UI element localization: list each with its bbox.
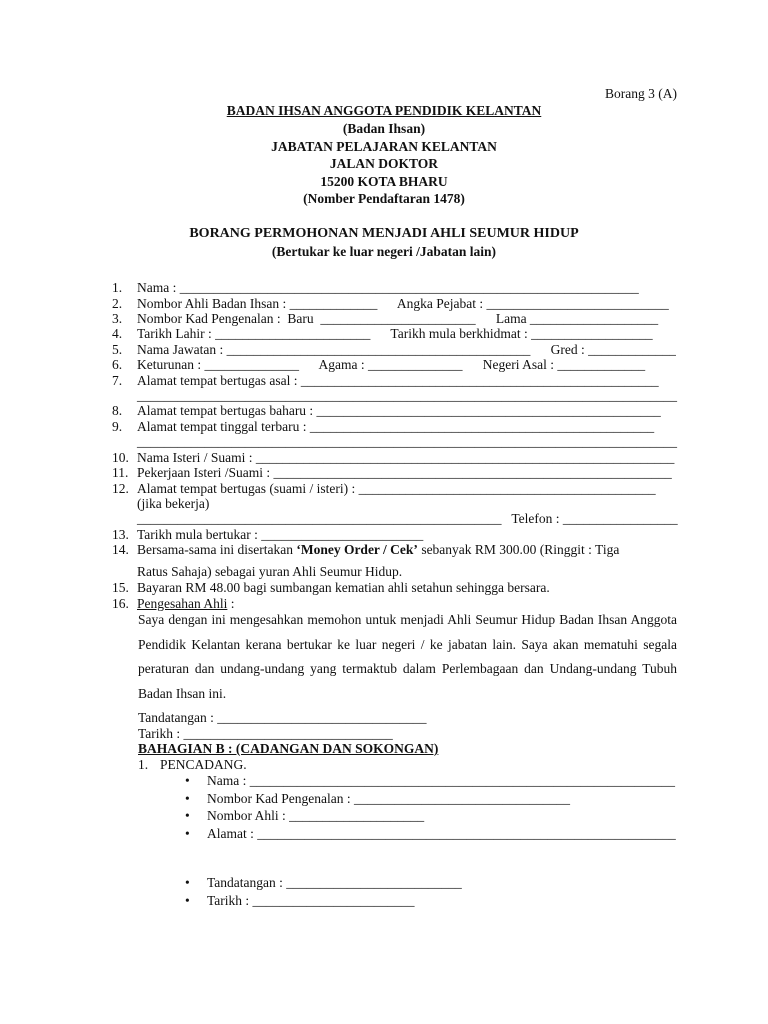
field-spouse-workplace[interactable]: 12. Alamat tempat bertugas (suami / isteri) : ____________________________________________ [112,481,656,496]
form-title: BORANG PERMOHONAN MENJADI AHLI SEUMUR HIDUP [189,226,579,241]
field-new-residence[interactable]: 9. Alamat tempat tinggal terbaru : ___________________________________________________ [112,419,655,434]
bullet-icon: • [185,826,190,841]
declaration-text: Saya dengan ini mengesahkan memohon untuk menjadi Ahli Seumur Hidup Badan Ihsan Anggota Pendidik Kelantan kerana bertukar ke luar negeri / ke jabatan lain. Saya akan mematuhi segala peraturan dan undang-undang yang termaktub dalam Perlembagaan dan Undang-undang Tubuh Badan Ihsan ini. [138,612,677,701]
field-spouse-workplace-note: (jika bekerja) [137,496,210,511]
field-position[interactable]: 5. Nama Jawatan : _____________________________________________ Gred : _____________ [112,342,676,357]
city-address: 15200 KOTA BHARU [320,174,448,189]
proposer-signature-field[interactable]: • Tandatangan : __________________________ [185,875,462,890]
field-birth-date[interactable]: 4. Tarikh Lahir : _______________________ Tarikh mula berkhidmat : __________________ [112,326,653,341]
field-spouse-phone[interactable]: ______________________________________________________ Telefon : _________________ [137,511,678,526]
fee-statement: 14. Bersama-sama ini disertakan ‘Money Order / Cek’ sebanyak RM 300.00 (Ringgit : Tiga [112,542,620,557]
date-field[interactable]: Tarikh : _______________________________ [138,726,393,741]
member-confirmation-heading: 16. Pengesahan Ahli : [112,596,235,611]
department: JABATAN PELAJARAN KELANTAN [271,139,497,154]
section-b-title: BAHAGIAN B : (CADANGAN DAN SOKONGAN) [138,741,439,756]
registration-number: (Nomber Pendaftaran 1478) [303,191,465,206]
form-reference: Borang 3 (A) [605,86,677,101]
form-subtitle: (Bertukar ke luar negeri /Jabatan lain) [271,244,497,259]
field-member-number[interactable]: 2. Nombor Ahli Badan Ihsan : _____________ Angka Pejabat : ___________________________ [112,296,669,311]
money-order-label: ‘Money Order / Cek’ [296,542,418,557]
signature-field[interactable]: Tandatangan : _______________________________ [138,710,427,725]
field-transfer-date[interactable]: 13. Tarikh mula bertukar : ________________________ [112,527,424,542]
field-original-workplace[interactable]: 7. Alamat tempat bertugas asal : _____________________________________________________ [112,373,659,388]
field-name[interactable]: 1. Nama : ____________________________________________________________________ [112,280,639,295]
proposer-address-field[interactable]: • Alamat : ______________________________________________________________ [185,826,676,841]
bullet-icon: • [185,893,190,908]
field-new-residence-cont[interactable]: ________________________________________________________________________________ [137,434,677,449]
death-contribution-statement: 15. Bayaran RM 48.00 bagi sumbangan kematian ahli setahun sehingga bersara. [112,580,550,595]
proposer-member-number-field[interactable]: • Nombor Ahli : ____________________ [185,808,425,823]
field-new-workplace[interactable]: 8. Alamat tempat bertugas baharu : ___________________________________________________ [112,403,661,418]
field-original-workplace-cont[interactable]: ________________________________________________________________________________ [137,388,677,403]
bullet-icon: • [185,773,190,788]
field-race-religion[interactable]: 6. Keturunan : ______________ Agama : ______________ Negeri Asal : _____________ [112,357,646,372]
field-spouse-name[interactable]: 10. Nama Isteri / Suami : ______________________________________________________________ [112,450,675,465]
proposer-ic-field[interactable]: • Nombor Kad Pengenalan : ________________________________ [185,791,570,806]
org-short-name: (Badan Ihsan) [342,121,426,136]
bullet-icon: • [185,808,190,823]
proposer-name-field[interactable]: • Nama : _______________________________________________________________ [185,773,675,788]
field-ic-number[interactable]: 3. Nombor Kad Pengenalan : Baru _______________________ Lama ___________________ [112,311,659,326]
proposer-date-field[interactable]: • Tarikh : ________________________ [185,893,415,908]
bullet-icon: • [185,875,190,890]
proposer-heading: 1. PENCADANG. [138,757,247,772]
bullet-icon: • [185,791,190,806]
street-address: JALAN DOKTOR [329,156,439,171]
org-name: BADAN IHSAN ANGGOTA PENDIDIK KELANTAN [226,103,542,118]
field-spouse-occupation[interactable]: 11. Pekerjaan Isteri /Suami : ___________________________________________________________ [112,465,672,480]
fee-statement-cont: Ratus Sahaja) sebagai yuran Ahli Seumur Hidup. [137,564,403,579]
